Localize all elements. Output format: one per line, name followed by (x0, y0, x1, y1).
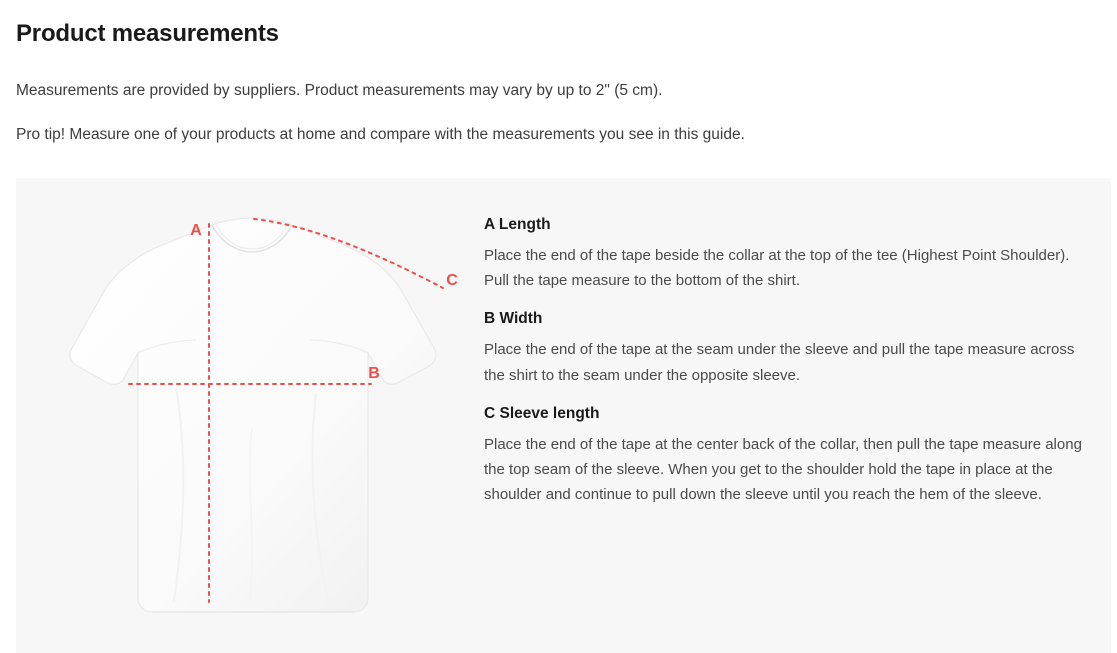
marker-label-a: A (190, 222, 202, 239)
measurement-heading-a: A Length (484, 216, 551, 233)
measurement-item-b (484, 310, 1094, 387)
measurement-item-c (484, 405, 1094, 508)
intro-text-protip: Pro tip! Measure one of your products at home and compare with the measurements you see in this guide. (16, 125, 745, 143)
marker-label-b: B (368, 365, 380, 382)
tshirt-diagram (16, 178, 478, 653)
measurement-body-a: Place the end of the tape beside the collar at the top of the tee (Highest Point Shoulder). Pull the tape measure to the bottom of the shirt. (484, 247, 1070, 290)
measurement-body-c: Place the end of the tape at the center back of the collar, then pull the tape measure along the top seam of the sleeve. When you get to the shoulder hold the tape in place at the shoulder and continue to pull down the sleeve until you reach the hem of the sleeve. (484, 435, 1082, 504)
measurement-guide-panel (16, 178, 1111, 653)
page-title: Product measurements (16, 20, 279, 48)
measurement-item-a (484, 216, 1094, 293)
marker-label-c: C (446, 272, 458, 289)
measurement-instructions (484, 216, 1094, 524)
intro-text-disclaimer: Measurements are provided by suppliers. Product measurements may vary by up to 2" (5 cm). (16, 81, 663, 99)
measurement-heading-b: B Width (484, 310, 543, 328)
shirt-shape (70, 218, 436, 612)
measurement-heading-c: C Sleeve length (484, 404, 600, 422)
measurement-body-b: Place the end of the tape at the seam under the sleeve and pull the tape measure across the shirt to the seam under the opposite sleeve. (484, 341, 1075, 384)
